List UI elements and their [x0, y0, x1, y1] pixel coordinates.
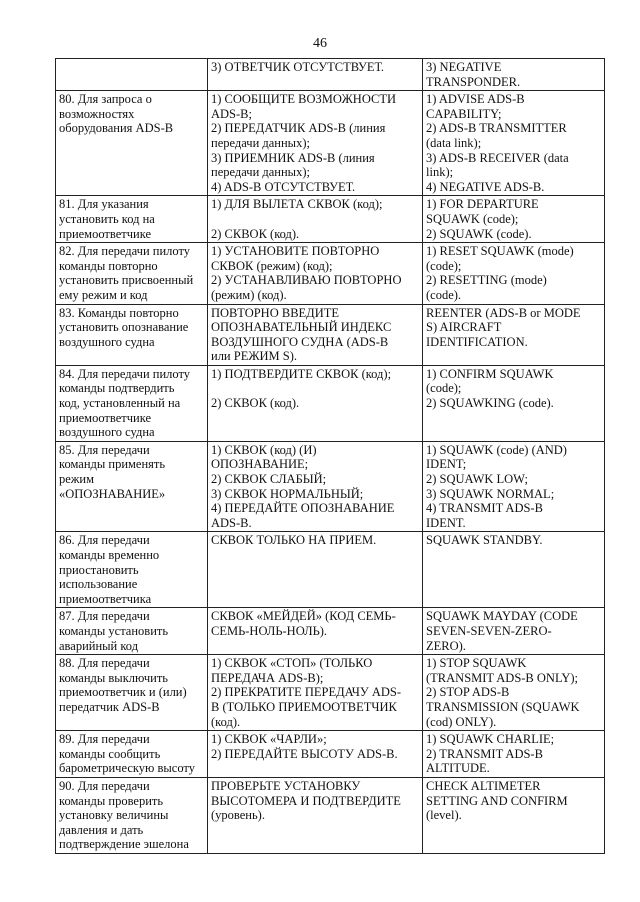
- cell-text-line: режим: [59, 472, 95, 487]
- cell-text-line: 1) SQUAWK CHARLIE;: [426, 732, 555, 747]
- cell-text-line: 4) TRANSMIT ADS-B: [426, 501, 543, 516]
- cell-text-line: 3) ПРИЕМНИК ADS-B (линия: [211, 150, 375, 165]
- cell-text-line: (code).: [426, 287, 462, 302]
- cell-text-line: 1) FOR DEPARTURE: [426, 197, 539, 212]
- cell-text-line: 1) STOP SQUAWK: [426, 656, 527, 671]
- cell-text-line: 2) СКВОК (код).: [211, 396, 300, 411]
- table-row: [56, 777, 605, 853]
- english-phrase-cell: [423, 196, 605, 243]
- russian-phrase-cell: [208, 731, 423, 778]
- cell-text-line: 1) СООБЩИТЕ ВОЗМОЖНОСТИ: [211, 92, 397, 107]
- table-row: [56, 441, 605, 532]
- cell-text-line: приостановить: [59, 562, 139, 577]
- cell-text-line: SEVEN-SEVEN-ZERO-: [426, 623, 552, 638]
- cell-text-line: 1) ПОДТВЕРДИТЕ СКВОК (код);: [211, 366, 392, 381]
- cell-text-line: 80. Для запроса о: [59, 92, 152, 107]
- cell-text-line: 83. Команды повторно: [59, 305, 179, 320]
- cell-text-line: 2) SQUAWK LOW;: [426, 472, 528, 487]
- cell-text-line: установить код на: [59, 211, 155, 226]
- cell-text-line: 2) УСТАНАВЛИВАЮ ПОВТОРНО: [211, 273, 402, 288]
- cell-text-line: передачи данных);: [211, 165, 310, 180]
- cell-text-line: или РЕЖИМ S).: [211, 349, 298, 364]
- cell-text-line: 2) SQUAWKING (code).: [426, 396, 554, 411]
- cell-text-line: 2) СКВОК (код).: [211, 226, 300, 241]
- cell-text-line: 3) СКВОК НОРМАЛЬНЫЙ;: [211, 486, 364, 501]
- russian-phrase-cell: [208, 365, 423, 441]
- cell-text-line: REENTER (ADS-B or MODE: [426, 305, 581, 320]
- cell-text-line: SETTING AND CONFIRM: [426, 793, 568, 808]
- cell-text-line: (уровень).: [211, 808, 265, 823]
- cell-text-line: TRANSPONDER.: [426, 74, 521, 89]
- cell-text-line: 87. Для передачи: [59, 609, 150, 624]
- russian-phrase-cell: [208, 608, 423, 655]
- cell-text-line: 3) NEGATIVE: [426, 60, 502, 74]
- cell-text-line: воздушного судна: [59, 334, 155, 349]
- cell-text-line: 2) RESETTING (mode): [426, 273, 547, 288]
- cell-text-line: 1) СКВОК «ЧАРЛИ»;: [211, 732, 327, 747]
- cell-text-line: СКВОК (режим) (код);: [211, 258, 333, 273]
- cell-text-line: TRANSMISSION (SQUAWK: [426, 699, 580, 714]
- cell-text-line: 4) NEGATIVE ADS-B.: [426, 179, 545, 194]
- cell-text-line: 1) RESET SQUAWK (mode): [426, 244, 574, 259]
- cell-text-line: (TRANSMIT ADS-B ONLY);: [426, 670, 578, 685]
- cell-text-line: ПОВТОРНО ВВЕДИТЕ: [211, 305, 339, 320]
- cell-text-line: ALTITUDE.: [426, 761, 490, 776]
- russian-phrase-cell: [208, 655, 423, 731]
- cell-text-line: 89. Для передачи: [59, 732, 150, 747]
- cell-text-line: 4) ADS-B ОТСУТСТВУЕТ.: [211, 179, 356, 194]
- table-row: [56, 243, 605, 304]
- cell-text-line: аварийный код: [59, 638, 139, 653]
- english-phrase-cell: [423, 441, 605, 532]
- situation-cell: [56, 304, 208, 365]
- cell-text-line: 1) SQUAWK (code) (AND): [426, 442, 567, 457]
- cell-text-line: барометрическую высоту: [59, 761, 195, 776]
- cell-text-line: команды повторно: [59, 258, 158, 273]
- cell-text-line: 1) ADVISE ADS-B: [426, 92, 525, 107]
- situation-cell: [56, 196, 208, 243]
- russian-phrase-cell: [208, 91, 423, 196]
- table-row: [56, 91, 605, 196]
- table-row: [56, 365, 605, 441]
- cell-text-line: установить присвоенный: [59, 273, 194, 288]
- cell-text-line: SQUAWK (code);: [426, 211, 519, 226]
- english-phrase-cell: [423, 532, 605, 608]
- cell-text-line: команды сообщить: [59, 746, 161, 761]
- cell-text-line: (data link);: [426, 135, 482, 150]
- cell-text-line: ZERO).: [426, 638, 466, 653]
- cell-text-line: код, установленный на: [59, 396, 181, 411]
- english-phrase-cell: [423, 59, 605, 91]
- cell-text-line: 4) ПЕРЕДАЙТЕ ОПОЗНАВАНИЕ: [211, 501, 395, 516]
- cell-text-line: (код).: [211, 714, 241, 729]
- english-phrase-cell: [423, 608, 605, 655]
- russian-phrase-cell: [208, 243, 423, 304]
- russian-phrase-cell: [208, 304, 423, 365]
- cell-text-line: 2) ADS-B TRANSMITTER: [426, 121, 567, 136]
- cell-text-line: 2) ПЕРЕДАЙТЕ ВЫСОТУ ADS-B.: [211, 746, 398, 761]
- cell-text-line: 84. Для передачи пилоту: [59, 366, 191, 381]
- cell-text-line: ОПОЗНАВАТЕЛЬНЫЙ ИНДЕКС: [211, 320, 392, 335]
- cell-text-line: 2) ПЕРЕДАТЧИК ADS-B (линия: [211, 121, 386, 136]
- cell-text-line: 85. Для передачи: [59, 442, 150, 457]
- cell-text-line: 2) SQUAWK (code).: [426, 226, 532, 241]
- cell-text-line: СЕМЬ-НОЛЬ-НОЛЬ).: [211, 623, 328, 638]
- cell-text-line: СКВОК ТОЛЬКО НА ПРИЕМ.: [211, 533, 377, 548]
- cell-text-line: использование: [59, 577, 138, 592]
- cell-text-line: 88. Для передачи: [59, 656, 150, 671]
- russian-phrase-cell: [208, 196, 423, 243]
- cell-text-line: IDENT.: [426, 515, 466, 530]
- cell-text-line: передачи данных);: [211, 135, 310, 150]
- cell-text-line: установку величины: [59, 808, 169, 823]
- russian-phrase-cell: [208, 532, 423, 608]
- russian-phrase-cell: [208, 59, 423, 91]
- situation-cell: [56, 777, 208, 853]
- cell-text-line: ПРОВЕРЬТЕ УСТАНОВКУ: [211, 778, 361, 793]
- cell-text-line: ADS-B;: [211, 106, 252, 121]
- cell-text-line: 2) ПРЕКРАТИТЕ ПЕРЕДАЧУ ADS-: [211, 685, 402, 700]
- cell-text-line: 2) СКВОК СЛАБЫЙ;: [211, 472, 327, 487]
- cell-text-line: оборудования ADS-B: [59, 121, 174, 136]
- cell-text-line: приемоответчика: [59, 591, 152, 606]
- cell-text-line: 1) CONFIRM SQUAWK: [426, 366, 554, 381]
- english-phrase-cell: [423, 91, 605, 196]
- cell-text-line: установить опознавание: [59, 320, 189, 335]
- cell-text-line: SQUAWK MAYDAY (CODE: [426, 609, 578, 624]
- cell-text-line: команды временно: [59, 548, 160, 562]
- cell-text-line: команды выключить: [59, 670, 169, 685]
- cell-text-line: ВОЗДУШНОГО СУДНА (ADS-B: [211, 334, 389, 349]
- cell-text-line: команды проверить: [59, 793, 164, 808]
- cell-text-line: 1) СКВОК «СТОП» (ТОЛЬКО: [211, 656, 373, 671]
- cell-text-line: IDENTIFICATION.: [426, 334, 528, 349]
- russian-phrase-cell: [208, 441, 423, 532]
- cell-text-line: приемоответчике: [59, 410, 152, 425]
- table-row: [56, 655, 605, 731]
- english-phrase-cell: [423, 365, 605, 441]
- cell-text-line: ему режим и код: [59, 287, 148, 302]
- cell-text-line: 86. Для передачи: [59, 533, 150, 548]
- cell-text-line: SQUAWK STANDBY.: [426, 533, 543, 548]
- cell-text-line: (code);: [426, 381, 462, 396]
- cell-text-line: S) AIRCRAFT: [426, 320, 502, 335]
- situation-cell: [56, 655, 208, 731]
- cell-text-line: 3) ОТВЕТЧИК ОТСУТСТВУЕТ.: [211, 60, 385, 74]
- cell-text-line: 3) SQUAWK NORMAL;: [426, 486, 555, 501]
- cell-text-line: 2) TRANSMIT ADS-B: [426, 746, 543, 761]
- phraseology-table: [55, 58, 605, 854]
- cell-text-line: 1) СКВОК (код) (И): [211, 442, 317, 457]
- situation-cell: [56, 91, 208, 196]
- cell-text-line: 90. Для передачи: [59, 778, 150, 793]
- cell-text-line: [211, 212, 419, 227]
- cell-text-line: IDENT;: [426, 457, 467, 472]
- table-row: [56, 532, 605, 608]
- cell-text-line: ПЕРЕДАЧА ADS-B);: [211, 670, 324, 685]
- cell-text-line: CHECK ALTIMETER: [426, 778, 541, 793]
- cell-text-line: команды применять: [59, 457, 166, 472]
- cell-text-line: (режим) (код).: [211, 287, 287, 302]
- english-phrase-cell: [423, 655, 605, 731]
- cell-text-line: приемоответчике: [59, 226, 152, 241]
- cell-text-line: давления и дать: [59, 822, 144, 837]
- cell-text-line: (code);: [426, 258, 462, 273]
- russian-phrase-cell: [208, 777, 423, 853]
- cell-text-line: 81. Для указания: [59, 197, 149, 212]
- situation-cell: [56, 59, 208, 91]
- cell-text-line: 82. Для передачи пилоту: [59, 244, 191, 259]
- table-row: [56, 731, 605, 778]
- cell-text-line: «ОПОЗНАВАНИЕ»: [59, 486, 166, 501]
- cell-text-line: link);: [426, 165, 454, 180]
- cell-text-line: ОПОЗНАВАНИЕ;: [211, 457, 309, 472]
- cell-text-line: подтверждение эшелона: [59, 837, 189, 852]
- situation-cell: [56, 441, 208, 532]
- english-phrase-cell: [423, 777, 605, 853]
- cell-text-line: воздушного судна: [59, 425, 155, 440]
- situation-cell: [56, 731, 208, 778]
- table-row: [56, 59, 605, 91]
- cell-text-line: передатчик ADS-B: [59, 699, 160, 714]
- cell-text-line: 2) STOP ADS-B: [426, 685, 510, 700]
- cell-text-line: приемоответчик и (или): [59, 685, 187, 700]
- cell-text-line: команды установить: [59, 623, 169, 638]
- situation-cell: [56, 608, 208, 655]
- cell-text-line: (cod) ONLY).: [426, 714, 497, 729]
- cell-text-line: (level).: [426, 808, 462, 823]
- cell-text-line: [211, 381, 419, 396]
- english-phrase-cell: [423, 731, 605, 778]
- cell-text-line: 3) ADS-B RECEIVER (data: [426, 150, 569, 165]
- situation-cell: [56, 243, 208, 304]
- cell-text-line: B (ТОЛЬКО ПРИЕМООТВЕТЧИК: [211, 699, 397, 714]
- situation-cell: [56, 532, 208, 608]
- page-number: 46: [313, 36, 327, 51]
- cell-text-line: ВЫСОТОМЕРА И ПОДТВЕРДИТЕ: [211, 793, 401, 808]
- cell-text-line: ADS-B.: [211, 515, 252, 530]
- cell-text-line: 1) ДЛЯ ВЫЛЕТА СКВОК (код);: [211, 197, 383, 212]
- english-phrase-cell: [423, 243, 605, 304]
- cell-text-line: команды подтвердить: [59, 381, 175, 396]
- situation-cell: [56, 365, 208, 441]
- table-row: [56, 196, 605, 243]
- english-phrase-cell: [423, 304, 605, 365]
- cell-text-line: 1) УСТАНОВИТЕ ПОВТОРНО: [211, 244, 380, 259]
- cell-text-line: возможностях: [59, 106, 135, 121]
- cell-text-line: СКВОК «МЕЙДЕЙ» (КОД СЕМЬ-: [211, 609, 396, 624]
- table-row: [56, 304, 605, 365]
- cell-text-line: CAPABILITY;: [426, 106, 502, 121]
- table-row: [56, 608, 605, 655]
